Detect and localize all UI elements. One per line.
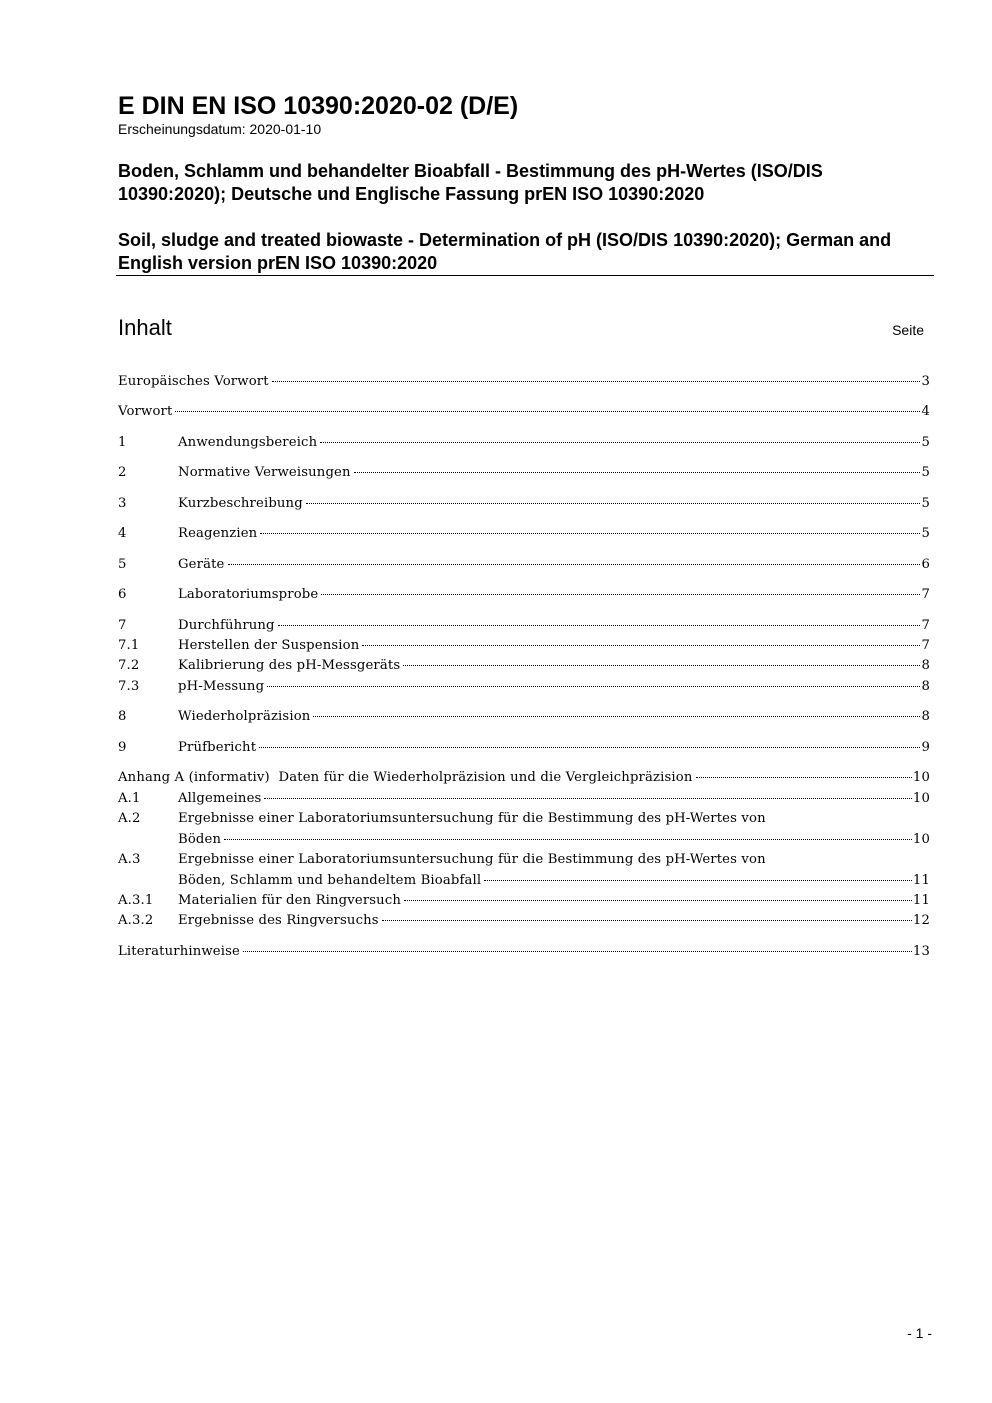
toc-entry[interactable]	[118, 585, 930, 605]
toc-entry-number: 7.2	[118, 658, 140, 673]
toc-entry[interactable]	[118, 707, 930, 727]
toc-leader-dots	[260, 525, 920, 534]
toc-entry-title-line: Ergebnisse einer Laboratoriumsuntersuchung für die Bestimmung des pH-Wertes von	[178, 852, 766, 867]
toc-entry-title: Geräte	[178, 557, 225, 572]
toc-entry-title: Laboratoriumsprobe	[178, 587, 319, 602]
publication-date: Erscheinungsdatum: 2020-01-10	[118, 121, 322, 137]
toc-entry-page: 5	[921, 496, 930, 511]
toc-entry-page: 9	[921, 740, 930, 755]
page-number: - 1 -	[907, 1325, 932, 1341]
toc-entry-title: Herstellen der Suspension	[178, 638, 360, 653]
toc-entry-number: 3	[118, 496, 127, 511]
toc-entry[interactable]	[118, 911, 930, 931]
toc-entry-title: Vorwort	[118, 404, 173, 419]
toc-entry-number: 4	[118, 526, 127, 541]
toc-leader-dots	[243, 943, 912, 952]
title-german: Boden, Schlamm und behandelter Bioabfall - Bestimmung des pH-Wertes (ISO/DIS 10390:2020); Deutsche und Englische Fassung prEN ISO 10390:2020	[118, 161, 823, 204]
toc-entry[interactable]	[118, 433, 930, 453]
toc-entry[interactable]	[118, 372, 930, 392]
toc-entry[interactable]	[118, 656, 930, 676]
toc-entry-title: Prüfbericht	[178, 740, 257, 755]
toc-entry-title-line: Ergebnisse einer Laboratoriumsuntersuchung für die Bestimmung des pH-Wertes von	[178, 811, 766, 826]
toc-entry[interactable]	[118, 830, 930, 850]
toc-entry-page: 8	[921, 658, 930, 673]
toc-entry-number: 7.1	[118, 638, 140, 653]
toc-entry-number-row[interactable]	[118, 850, 930, 870]
toc-leader-dots	[224, 831, 912, 840]
toc-entry-number: 6	[118, 587, 127, 602]
toc-entry-title: pH-Messung	[178, 679, 265, 694]
toc-entry-page: 13	[912, 944, 930, 959]
toc-leader-dots	[278, 617, 921, 626]
toc-entry-number: 7	[118, 618, 127, 633]
toc-entry-page: 5	[921, 435, 930, 450]
toc-entry-title: Literaturhinweise	[118, 944, 240, 959]
document-id: E DIN EN ISO 10390:2020-02 (D/E)	[118, 92, 519, 120]
toc-entry[interactable]	[118, 616, 930, 636]
toc-entry[interactable]	[118, 891, 930, 911]
toc-entry-title: Reagenzien	[178, 526, 258, 541]
toc-entry-title: Anwendungsbereich	[178, 435, 318, 450]
header-divider	[116, 275, 934, 276]
toc-leader-dots	[403, 657, 920, 666]
toc-entry-title: Kalibrierung des pH-Messgeräts	[178, 658, 401, 673]
toc-entry-number: A.3.1	[118, 893, 154, 908]
toc-entry-number-row[interactable]	[118, 809, 930, 829]
toc-leader-dots	[320, 434, 920, 443]
toc-entry-page: 3	[921, 374, 930, 389]
toc-leader-dots	[362, 637, 920, 646]
toc-entry-page: 7	[921, 638, 930, 653]
toc-entry-page: 8	[921, 709, 930, 724]
toc-entry[interactable]	[118, 636, 930, 656]
toc-leader-dots	[264, 790, 911, 799]
toc-leader-dots	[382, 912, 912, 921]
toc-entry-number: 1	[118, 435, 127, 450]
toc-entry-title: Böden, Schlamm und behandeltem Bioabfall	[178, 873, 482, 888]
toc-entry-title: Allgemeines	[178, 791, 262, 806]
toc-leader-dots	[272, 373, 921, 382]
toc-entry-title: Anhang A (informativ) Daten für die Wiederholpräzision und die Vergleichpräzision	[118, 770, 693, 785]
toc-entry-number: 7.3	[118, 679, 140, 694]
toc-leader-dots	[321, 586, 920, 595]
toc-entry[interactable]	[118, 942, 930, 962]
toc-entry-title: Materialien für den Ringversuch	[178, 893, 402, 908]
toc-entry-number: A.2	[118, 811, 141, 826]
toc-entry-page: 6	[921, 557, 930, 572]
toc-leader-dots	[267, 678, 920, 687]
toc-entry-title: Europäisches Vorwort	[118, 374, 269, 389]
toc-entry[interactable]	[118, 524, 930, 544]
title-english: Soil, sludge and treated biowaste - Determination of pH (ISO/DIS 10390:2020); German and English version prEN ISO 10390:2020	[118, 230, 892, 273]
toc-leader-dots	[404, 892, 912, 901]
toc-leader-dots	[313, 708, 920, 717]
toc-entry-page: 10	[912, 791, 930, 806]
toc-entry-number: A.3.2	[118, 913, 154, 928]
toc-entry-number: 8	[118, 709, 127, 724]
toc-entry-page: 8	[921, 679, 930, 694]
toc-entry-title: Durchführung	[178, 618, 275, 633]
toc-entry-page: 4	[921, 404, 930, 419]
toc-entry[interactable]	[118, 677, 930, 697]
toc-entry-title: Wiederholpräzision	[178, 709, 311, 724]
toc-entry-title: Normative Verweisungen	[178, 465, 351, 480]
toc-heading: Inhalt	[118, 315, 172, 340]
toc-entry-title: Kurzbeschreibung	[178, 496, 303, 511]
toc-entry-page: 5	[921, 526, 930, 541]
toc-entry-number: 9	[118, 740, 127, 755]
toc-leader-dots	[696, 769, 912, 778]
toc-entry-page: 11	[912, 893, 930, 908]
toc-leader-dots	[484, 872, 912, 881]
toc-entry-page: 5	[921, 465, 930, 480]
toc-leader-dots	[306, 495, 921, 504]
toc-leader-dots	[228, 556, 921, 565]
toc-entry-title: Ergebnisse des Ringversuchs	[178, 913, 379, 928]
toc-entry[interactable]	[118, 871, 930, 891]
toc-entry[interactable]	[118, 738, 930, 758]
toc-entry[interactable]	[118, 555, 930, 575]
toc-entry-page: 11	[912, 873, 930, 888]
toc-entry-number: A.1	[118, 791, 141, 806]
toc-entry-number: A.3	[118, 852, 141, 867]
toc-entry[interactable]	[118, 789, 930, 809]
toc-entry-page: 7	[921, 618, 930, 633]
toc-entry[interactable]	[118, 494, 930, 514]
toc-leader-dots	[259, 739, 920, 748]
toc-leader-dots	[175, 403, 920, 412]
toc-page-column-label: Seite	[892, 322, 924, 338]
toc-entry-page: 10	[912, 832, 930, 847]
toc-entry[interactable]	[118, 463, 930, 483]
toc-leader-dots	[354, 464, 921, 473]
toc-entry-page: 10	[912, 770, 930, 785]
toc-entry-page: 12	[912, 913, 930, 928]
toc-entry-number: 2	[118, 465, 127, 480]
toc-entry[interactable]	[118, 768, 930, 788]
toc-entry-title: Böden	[178, 832, 222, 847]
toc-entry-number: 5	[118, 557, 127, 572]
toc-entry[interactable]	[118, 402, 930, 422]
toc-entry-page: 7	[921, 587, 930, 602]
